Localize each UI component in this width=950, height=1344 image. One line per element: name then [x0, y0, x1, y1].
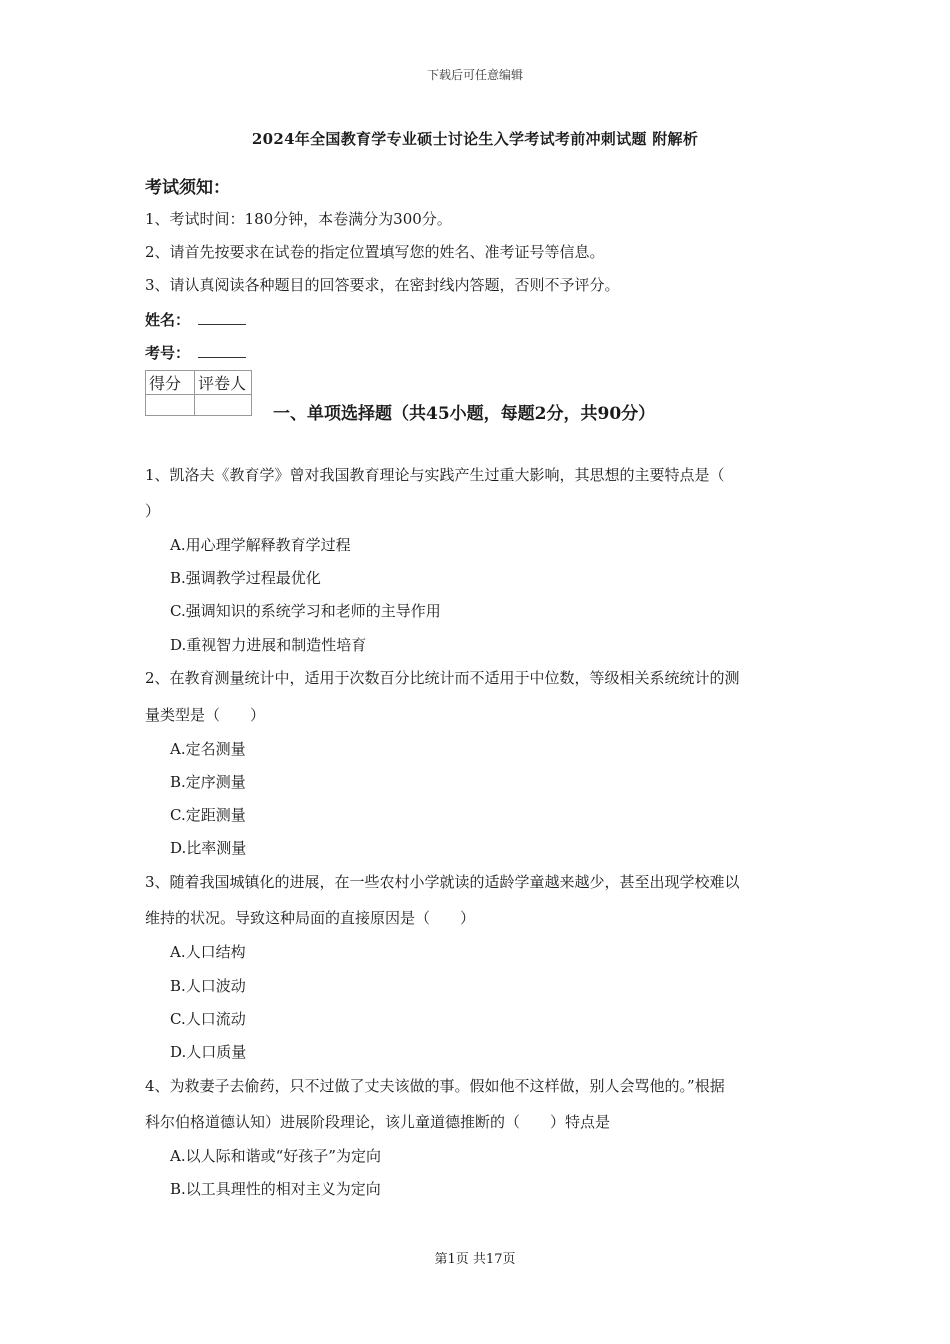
page-footer: 第1页 共17页	[434, 1252, 516, 1267]
answer-option: A.以人际和谐或“好孩子”为定向	[170, 1147, 381, 1165]
question-text: 3、随着我国城镇化的进展，在一些农村小学就读的适龄学童越来越少，甚至出现学校难以	[145, 873, 740, 891]
notice-heading: 考试须知：	[145, 178, 230, 198]
answer-option: A.定名测量	[170, 740, 246, 758]
score-table	[145, 370, 252, 416]
document-title: 2024年全国教育学专业硕士讨论生入学考试考前冲刺试题 附解析	[251, 130, 699, 148]
score-cell[interactable]	[146, 395, 195, 416]
grader-cell[interactable]	[195, 395, 252, 416]
id-field	[145, 342, 246, 363]
question-text: 量类型是（ ）	[145, 706, 266, 724]
answer-option: D.比率测量	[170, 839, 247, 857]
notice-item: 3、请认真阅读各种题目的回答要求，在密封线内答题，否则不予评分。	[145, 276, 620, 294]
answer-option: A.人口结构	[170, 943, 246, 961]
id-label: 考号：	[145, 344, 191, 362]
answer-option: C.强调知识的系统学习和老师的主导作用	[170, 602, 441, 620]
question-text: 1、凯洛夫《教育学》曾对我国教育理论与实践产生过重大影响，其思想的主要特点是（	[145, 466, 725, 484]
name-label: 姓名：	[145, 311, 191, 329]
question-text: ）	[145, 502, 161, 520]
answer-option: B.定序测量	[170, 773, 246, 791]
answer-option: B.人口波动	[170, 977, 246, 995]
name-blank[interactable]	[198, 312, 246, 325]
answer-option: D.重视智力进展和制造性培育	[170, 636, 367, 654]
answer-option: C.人口流动	[170, 1010, 246, 1028]
grader-header: 评卷人	[195, 371, 252, 395]
header-note: 下载后可任意编辑	[426, 68, 523, 82]
answer-option: B.以工具理性的相对主义为定向	[170, 1180, 381, 1198]
notice-item: 2、请首先按要求在试卷的指定位置填写您的姓名、准考证号等信息。	[145, 243, 605, 261]
question-text: 2、在教育测量统计中，适用于次数百分比统计而不适用于中位数，等级相关系统统计的测	[145, 669, 740, 687]
notice-item: 1、考试时间：180分钟，本卷满分为300分。	[145, 210, 452, 228]
section-title: 一、单项选择题（共45小题，每题2分，共90分）	[273, 404, 656, 424]
name-field	[145, 309, 246, 330]
answer-option: D.人口质量	[170, 1043, 247, 1061]
question-text: 4、为救妻子去偷药，只不过做了丈夫该做的事。假如他不这样做，别人会骂他的。”根据	[145, 1077, 725, 1095]
answer-option: A.用心理学解释教育学过程	[170, 536, 351, 554]
answer-option: C.定距测量	[170, 806, 246, 824]
id-blank[interactable]	[198, 345, 246, 358]
question-text: 维持的状况。导致这种局面的直接原因是（ ）	[145, 909, 476, 927]
score-header: 得分	[146, 371, 195, 395]
question-text: 科尔伯格道德认知）进展阶段理论，该儿童道德推断的（ ）特点是	[145, 1113, 611, 1131]
answer-option: B.强调教学过程最优化	[170, 569, 321, 587]
